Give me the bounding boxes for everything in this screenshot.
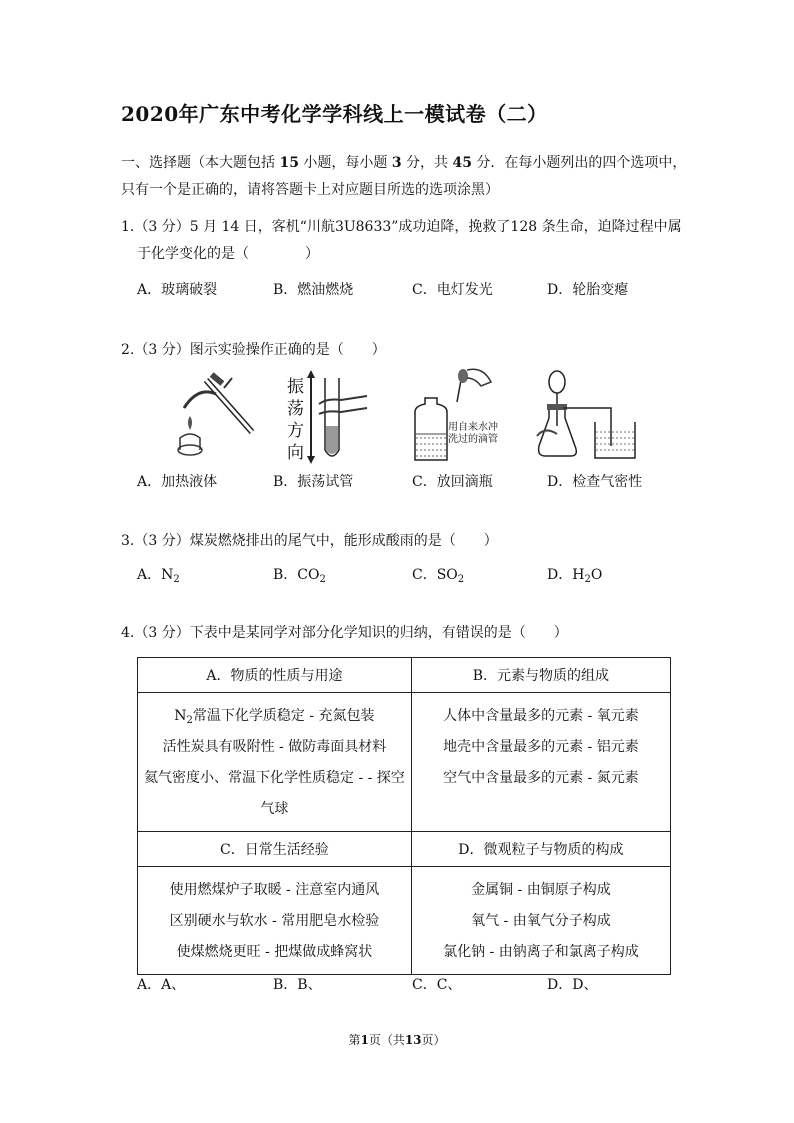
table-cell-d-line3: 氯化钠 - 由钠离子和氯离子构成 (443, 944, 639, 960)
page-footer: 第1页（共13页） (348, 1033, 446, 1047)
section-instructions-line2: 只有一个是正确的，请将答题卡上对应题目所选的选项涂黑） (121, 182, 499, 198)
table-cell-d-line1: 金属铜 - 由铜原子构成 (471, 882, 611, 898)
q4-option-b[interactable]: B．B、 (273, 977, 322, 993)
table-header-d: D．微观粒子与物质的构成 (411, 832, 670, 867)
table-cell-b-line3: 空气中含量最多的元素 - 氮元素 (443, 770, 639, 786)
table-cell-c (138, 867, 412, 975)
question-4-stem: 4.（3 分）下表中是某同学对部分化学知识的归纳，有错误的是（ ） (121, 625, 568, 641)
dropper-caption: 用自来水冲 洗过的滴管 (448, 422, 498, 445)
question-1-stem-line2: 于化学变化的是（ ） (137, 246, 319, 262)
table-cell-b (411, 693, 670, 832)
table-header-c: C．日常生活经验 (138, 832, 412, 867)
q2-option-c[interactable]: C．放回滴瓶 (412, 474, 493, 490)
q1-option-a[interactable]: A．玻璃破裂 (137, 282, 218, 298)
q3-option-a[interactable]: A．$N_2$ (137, 567, 180, 585)
airtightness-check-figure (535, 366, 645, 466)
table-cell-d (411, 867, 670, 975)
q1-option-c[interactable]: C．电灯发光 (412, 282, 493, 298)
table-cell-b-line1: 人体中含量最多的元素 - 氧元素 (443, 708, 639, 724)
table-cell-a-line2: 活性炭具有吸附性 - 做防毒面具材料 (162, 739, 387, 755)
table-cell-a (138, 693, 412, 832)
q1-option-d[interactable]: D．轮胎变瘪 (547, 282, 629, 298)
dropper-bottle-figure (411, 368, 506, 463)
question-2-stem: 2.（3 分）图示实验操作正确的是（ ） (121, 342, 386, 358)
page-title: 2020年广东中考化学学科线上一模试卷（二） (121, 102, 548, 126)
q4-option-d[interactable]: D．D、 (547, 977, 598, 993)
table-cell-a-line4: 气球 (260, 801, 289, 817)
table-cell-c-line2: 区别硬水与软水 - 常用肥皂水检验 (169, 913, 380, 929)
q1-option-b[interactable]: B．燃油燃烧 (273, 282, 354, 298)
question-3-stem: 3.（3 分）煤炭燃烧排出的尾气中，能形成酸雨的是（ ） (121, 533, 498, 549)
question-1-stem: 1.（3 分）5 月 14 日，客机“川航3U8633”成功迫降，挽救了128 条生命，迫降过程中属 (121, 219, 682, 235)
q2-option-b[interactable]: B．振荡试管 (273, 474, 354, 490)
table-cell-d-line2: 氧气 - 由氧气分子构成 (471, 913, 611, 929)
table-cell-b-line2: 地壳中含量最多的元素 - 铝元素 (443, 739, 639, 755)
knowledge-summary-table (137, 657, 671, 975)
table-cell-a-line3: 氦气密度小、常温下化学性质稳定 - - 探空 (144, 770, 405, 786)
q3-option-c[interactable]: C．$SO_2$ (412, 567, 465, 585)
shaking-test-tube-figure (305, 370, 370, 465)
table-cell-a-line1: $N_2$常温下化学质稳定 - 充氮包装 (174, 708, 375, 726)
table-header-a: A．物质的性质与用途 (138, 658, 412, 693)
q4-option-c[interactable]: C．C、 (412, 977, 462, 993)
table-cell-c-line3: 使煤燃烧更旺 - 把煤做成蜂窝状 (176, 944, 373, 960)
q4-option-a[interactable]: A．A、 (137, 977, 186, 993)
table-header-b: B．元素与物质的组成 (411, 658, 670, 693)
section-instructions-line1: 一、选择题（本大题包括 15 小题，每小题 3 分，共 45 分．在每小题列出的四个选项中， (121, 155, 687, 171)
shaking-direction-label: 振 荡 方 向 (287, 377, 304, 463)
table-cell-c-line1: 使用燃煤炉子取暖 - 注意室内通风 (169, 882, 380, 898)
q3-option-b[interactable]: B．$CO_2$ (273, 567, 326, 585)
q3-option-d[interactable]: D．$H_2O$ (547, 567, 603, 585)
q2-option-d[interactable]: D．检查气密性 (547, 474, 643, 490)
q2-option-a[interactable]: A．加热液体 (137, 474, 218, 490)
heating-liquid-figure (172, 368, 267, 463)
